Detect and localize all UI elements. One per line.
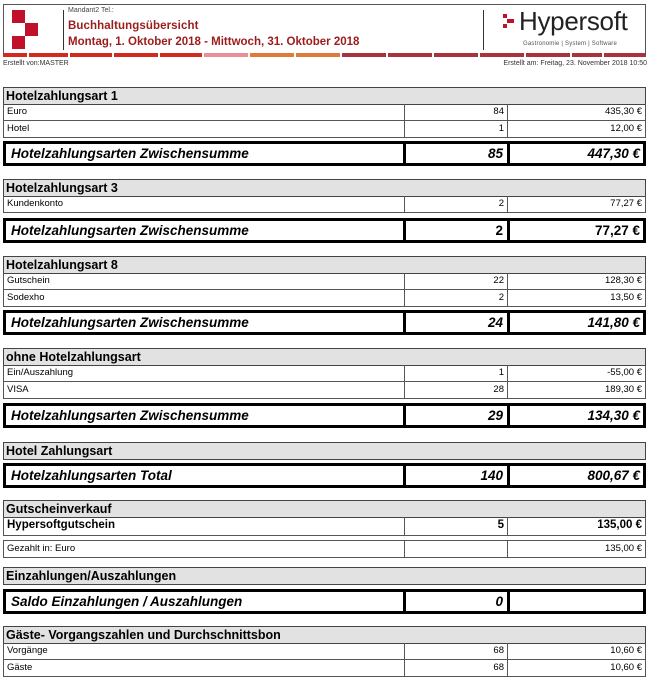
report-date-range: Montag, 1. Oktober 2018 - Mittwoch, 31. Oktober 2018 bbox=[68, 36, 360, 48]
row-count: 68 bbox=[405, 660, 508, 676]
report-title: Buchhaltungsübersicht bbox=[68, 20, 199, 32]
table-row bbox=[3, 643, 646, 660]
section-header: Gutscheinverkauf bbox=[3, 500, 646, 518]
table-row bbox=[3, 365, 646, 382]
subtotal-amount: 134,30 € bbox=[587, 408, 640, 423]
hypersoft-arrow-icon bbox=[503, 14, 515, 33]
section-header: Einzahlungen/Auszahlungen bbox=[3, 567, 646, 585]
row-count: 2 bbox=[405, 290, 508, 306]
mandant-label: Mandant2 Tel.: bbox=[68, 7, 114, 14]
row-amount: 135,00 € bbox=[605, 543, 642, 554]
row-label: Hypersoftgutschein bbox=[4, 517, 405, 535]
subtotal-count: 85 bbox=[406, 144, 510, 163]
section-header: ohne Hotelzahlungsart bbox=[3, 348, 646, 366]
row-label: Vorgänge bbox=[4, 643, 405, 659]
total-amount: 800,67 € bbox=[587, 468, 640, 483]
row-label: Hotel bbox=[4, 121, 405, 137]
section-header: Hotelzahlungsart 1 bbox=[3, 87, 646, 105]
voucher-row bbox=[3, 517, 646, 536]
table-row bbox=[3, 660, 646, 677]
section-header: Hotel Zahlungsart bbox=[3, 442, 646, 460]
table-row bbox=[3, 290, 646, 307]
company-logo-icon bbox=[10, 8, 50, 52]
row-count: 1 bbox=[405, 365, 508, 381]
created-by: Erstellt von:MASTER bbox=[3, 60, 69, 67]
row-count bbox=[405, 541, 508, 557]
section-header: Hotelzahlungsart 8 bbox=[3, 256, 646, 274]
row-label: Gäste bbox=[4, 660, 405, 676]
row-amount: 77,27 € bbox=[610, 198, 642, 209]
subtotal-row bbox=[3, 218, 646, 243]
section-header: Gäste- Vorgangszahlen und Durchschnittsbon bbox=[3, 626, 646, 644]
row-amount: 10,60 € bbox=[610, 662, 642, 673]
row-label: Euro bbox=[4, 104, 405, 120]
subtotal-label: Hotelzahlungsarten Zwischensumme bbox=[6, 406, 406, 425]
subtotal-count: 2 bbox=[406, 221, 510, 240]
header-divider bbox=[63, 10, 64, 50]
total-row bbox=[3, 463, 646, 488]
subtotal-label: Hotelzahlungsarten Zwischensumme bbox=[6, 144, 406, 163]
section-header: Hotelzahlungsart 3 bbox=[3, 179, 646, 197]
total-label: Hotelzahlungsarten Total bbox=[6, 466, 406, 485]
row-label: Kundenkonto bbox=[4, 196, 405, 212]
subtotal-label: Hotelzahlungsarten Zwischensumme bbox=[6, 313, 406, 332]
row-count: 84 bbox=[405, 104, 508, 120]
row-label: VISA bbox=[4, 382, 405, 398]
subtotal-label: Hotelzahlungsarten Zwischensumme bbox=[6, 221, 406, 240]
subtotal-count: 24 bbox=[406, 313, 510, 332]
row-amount: 13,50 € bbox=[610, 292, 642, 303]
row-amount: 135,00 € bbox=[597, 519, 642, 531]
row-count: 68 bbox=[405, 643, 508, 659]
subtotal-row bbox=[3, 310, 646, 335]
row-label: Gezahlt in: Euro bbox=[4, 541, 405, 557]
row-count: 28 bbox=[405, 382, 508, 398]
paid-in-row bbox=[3, 540, 646, 558]
subtotal-amount: 77,27 € bbox=[594, 223, 640, 238]
subtotal-count: 29 bbox=[406, 406, 510, 425]
row-label: Gutschein bbox=[4, 273, 405, 289]
total-count: 140 bbox=[406, 466, 510, 485]
saldo-amount bbox=[510, 592, 643, 611]
subtotal-amount: 447,30 € bbox=[587, 146, 640, 161]
row-label: Sodexho bbox=[4, 290, 405, 306]
row-count: 22 bbox=[405, 273, 508, 289]
row-amount: 12,00 € bbox=[610, 123, 642, 134]
table-row bbox=[3, 104, 646, 121]
row-amount: 435,30 € bbox=[605, 106, 642, 117]
row-count: 2 bbox=[405, 196, 508, 212]
row-amount: 128,30 € bbox=[605, 275, 642, 286]
header-divider bbox=[483, 10, 484, 50]
subtotal-row bbox=[3, 403, 646, 428]
row-amount: -55,00 € bbox=[607, 367, 642, 378]
created-at: Erstellt am: Freitag, 23. November 2018 10:50 bbox=[503, 60, 647, 67]
saldo-count: 0 bbox=[406, 592, 510, 611]
table-row bbox=[3, 196, 646, 213]
table-row bbox=[3, 121, 646, 138]
row-amount: 10,60 € bbox=[610, 645, 642, 656]
row-label: Ein/Auszahlung bbox=[4, 365, 405, 381]
brand-tagline: Gastronomie | System | Software bbox=[523, 41, 618, 47]
row-count: 5 bbox=[405, 517, 508, 535]
saldo-label: Saldo Einzahlungen / Auszahlungen bbox=[6, 592, 406, 611]
subtotal-row bbox=[3, 141, 646, 166]
table-row bbox=[3, 382, 646, 399]
table-row bbox=[3, 273, 646, 290]
subtotal-amount: 141,80 € bbox=[587, 315, 640, 330]
brand-name: Hypersoft bbox=[519, 6, 628, 36]
row-amount: 189,30 € bbox=[605, 384, 642, 395]
saldo-row bbox=[3, 589, 646, 614]
row-count: 1 bbox=[405, 121, 508, 137]
